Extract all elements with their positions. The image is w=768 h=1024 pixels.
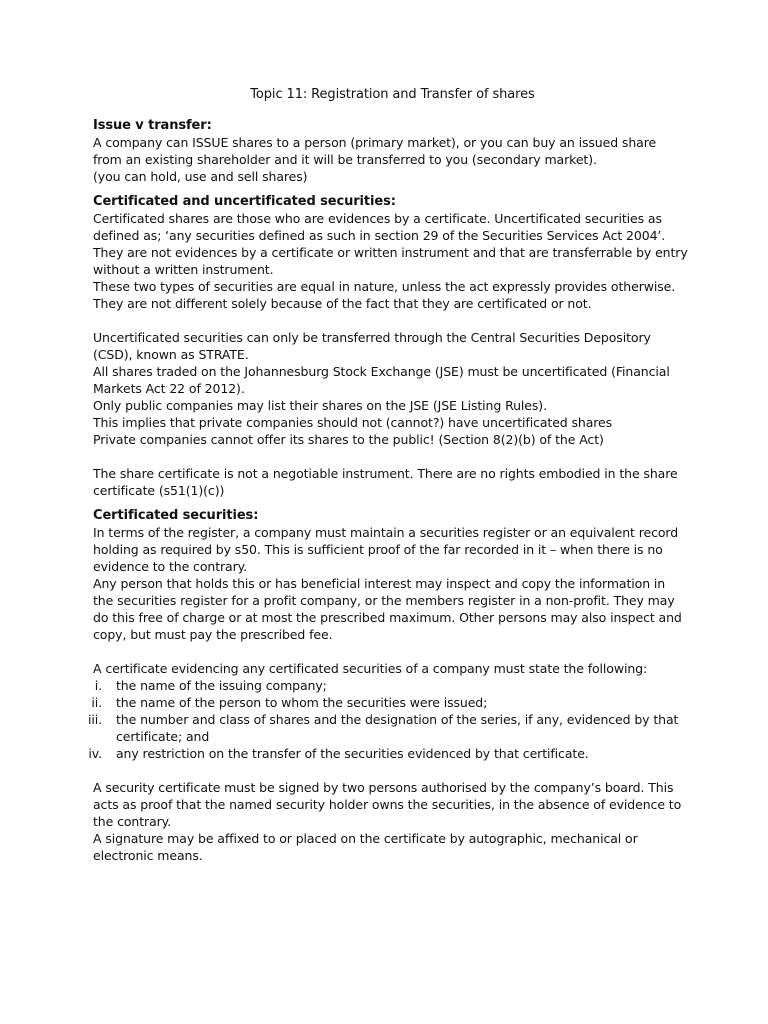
- paragraph: Only public companies may list their shares on the JSE (JSE Listing Rules).: [93, 398, 547, 413]
- list-item: [93, 677, 688, 694]
- list-item-text: the name of the person to whom the securities were issued;: [116, 695, 488, 710]
- paragraph: The share certificate is not a negotiable instrument. There are no rights embodied in the share certificate (s51(1)(c)): [93, 466, 678, 498]
- paragraph: In terms of the register, a company must maintain a securities register or an equivalent record holding as required by s50. This is sufficient proof of the far recorded in it – when there is no evidence to the contrary.: [93, 525, 679, 574]
- list-item-number: iii.: [88, 712, 102, 727]
- section-heading-certificated-securities: Certificated securities:: [93, 508, 259, 523]
- list-item: [93, 694, 688, 711]
- page-title: Topic 11: Registration and Transfer of shares: [250, 87, 535, 102]
- paragraph: All shares traded on the Johannesburg Stock Exchange (JSE) must be uncertificated (Financial Markets Act 22 of 2012).: [93, 364, 670, 396]
- list-item-text: the name of the issuing company;: [116, 678, 327, 693]
- paragraph: Any person that holds this or has beneficial interest may inspect and copy the information in the securities register for a profit company, or the members register in a non-profit. They may do this free of charge or at most the prescribed maximum. Other persons may also inspect and copy, but must pay the prescribed fee.: [93, 576, 682, 642]
- list-item-number: ii.: [91, 695, 102, 710]
- list-item: [88, 711, 688, 745]
- list-item-number: iv.: [88, 746, 102, 761]
- list-item-number: i.: [94, 678, 102, 693]
- paragraph: A certificate evidencing any certificated securities of a company must state the following:: [93, 661, 648, 676]
- paragraph: Uncertificated securities can only be transferred through the Central Securities Depository (CSD), known as STRATE.: [93, 330, 651, 362]
- list-item-text: the number and class of shares and the designation of the series, if any, evidenced by that certificate; and: [116, 712, 679, 744]
- certificate-requirements-list: [88, 677, 688, 762]
- paragraph: A company can ISSUE shares to a person (primary market), or you can buy an issued share from an existing shareholder and it will be transferred to you (secondary market).: [93, 135, 657, 167]
- section-heading-issue: Issue v transfer:: [93, 118, 212, 133]
- paragraph: A signature may be affixed to or placed on the certificate by autographic, mechanical or electronic means.: [93, 831, 638, 863]
- paragraph: A security certificate must be signed by two persons authorised by the company’s board. This acts as proof that the named security holder owns the securities, in the absence of evidence to the contrary.: [93, 780, 682, 829]
- list-item: [88, 745, 688, 762]
- paragraph: This implies that private companies should not (cannot?) have uncertificated shares: [93, 415, 613, 430]
- paragraph: These two types of securities are equal in nature, unless the act expressly provides otherwise. They are not different solely because of the fact that they are certificated or not.: [93, 279, 676, 311]
- paragraph: Certificated shares are those who are evidences by a certificate. Uncertificated securities as defined as; ‘any securities defined as such in section 29 of the Securities Services Act 2004’. They are not evidences by a certificate or written instrument and that are transferrable by entry without a written instrument.: [93, 211, 688, 277]
- paragraph: Private companies cannot offer its shares to the public! (Section 8(2)(b) of the Act): [93, 432, 604, 447]
- paragraph: (you can hold, use and sell shares): [93, 169, 308, 184]
- section-heading-certificated-and-uncertificated: Certificated and uncertificated securities:: [93, 194, 396, 209]
- list-item-text: any restriction on the transfer of the securities evidenced by that certificate.: [116, 746, 589, 761]
